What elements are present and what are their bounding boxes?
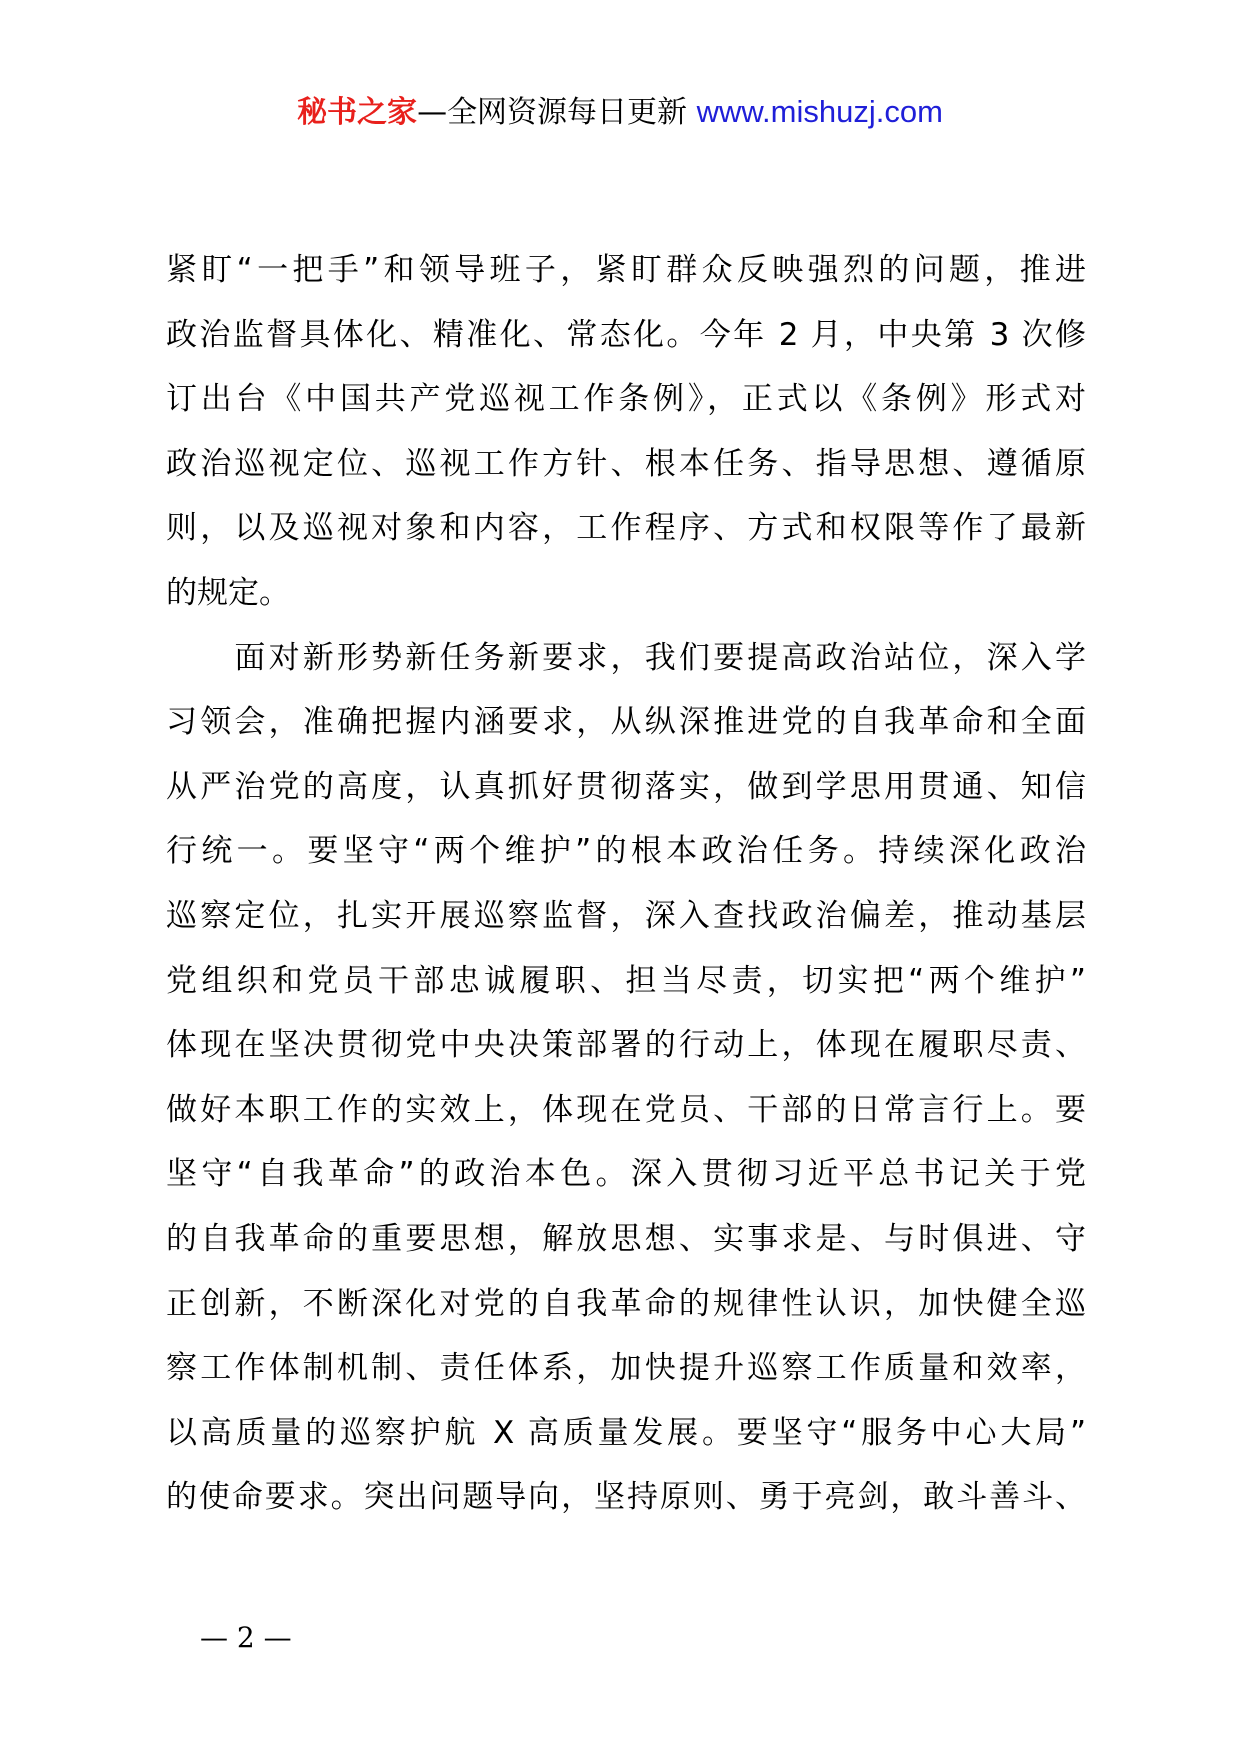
text-line: 则，以及巡视对象和内容，工作程序、方式和权限等作了最新 [166, 510, 1086, 547]
site-header [0, 92, 1240, 133]
text-line: 以高质量的巡察护航 X 高质量发展。要坚守“服务中心大局” [166, 1414, 1086, 1451]
text-line: 的自我革命的重要思想，解放思想、实事求是、与时俱进、守 [166, 1220, 1086, 1257]
text-line: 订出台《中国共产党巡视工作条例》，正式以《条例》形式对 [166, 381, 1086, 418]
text-line: 政治监督具体化、精准化、常态化。今年 2 月，中央第 3 次修 [166, 316, 1086, 353]
text-line: 做好本职工作的实效上，体现在党员、干部的日常言行上。要 [166, 1091, 1086, 1128]
brand-name: 秘书之家 [297, 95, 418, 130]
header-tagline: —全网资源每日更新 [417, 95, 688, 130]
text-line: 党组织和党员干部忠诚履职、担当尽责，切实把“两个维护” [166, 962, 1086, 999]
text-line: 坚守“自我革命”的政治本色。深入贯彻习近平总书记关于党 [166, 1156, 1086, 1193]
text-line: 的规定。 [166, 574, 290, 611]
text-line: 紧盯“一把手”和领导班子，紧盯群众反映强烈的问题，推进 [166, 252, 1086, 288]
text-line: 正创新，不断深化对党的自我革命的规律性认识，加快健全巡 [166, 1285, 1086, 1322]
text-line: 面对新形势新任务新要求，我们要提高政治站位，深入学 [166, 639, 1086, 676]
document-body [166, 238, 1086, 1530]
text-line: 从严治党的高度，认真抓好贯彻落实，做到学思用贯通、知信 [166, 768, 1086, 805]
page-number: — 2 — [200, 1621, 292, 1654]
text-line: 的使命要求。突出问题导向，坚持原则、勇于亮剑，敢斗善斗、 [166, 1479, 1086, 1516]
text-line: 体现在坚决贯彻党中央决策部署的行动上，体现在履职尽责、 [166, 1027, 1086, 1064]
site-url-link[interactable]: www.mishuzj.com [696, 94, 943, 129]
text-line: 习领会，准确把握内涵要求，从纵深推进党的自我革命和全面 [166, 704, 1086, 741]
text-line: 察工作体制机制、责任体系，加快提升巡察工作质量和效率， [166, 1350, 1086, 1387]
text-line: 巡察定位，扎实开展巡察监督，深入查找政治偏差，推动基层 [166, 897, 1086, 934]
text-line: 政治巡视定位、巡视工作方针、根本任务、指导思想、遵循原 [166, 445, 1086, 482]
text-line: 行统一。要坚守“两个维护”的根本政治任务。持续深化政治 [166, 833, 1086, 870]
